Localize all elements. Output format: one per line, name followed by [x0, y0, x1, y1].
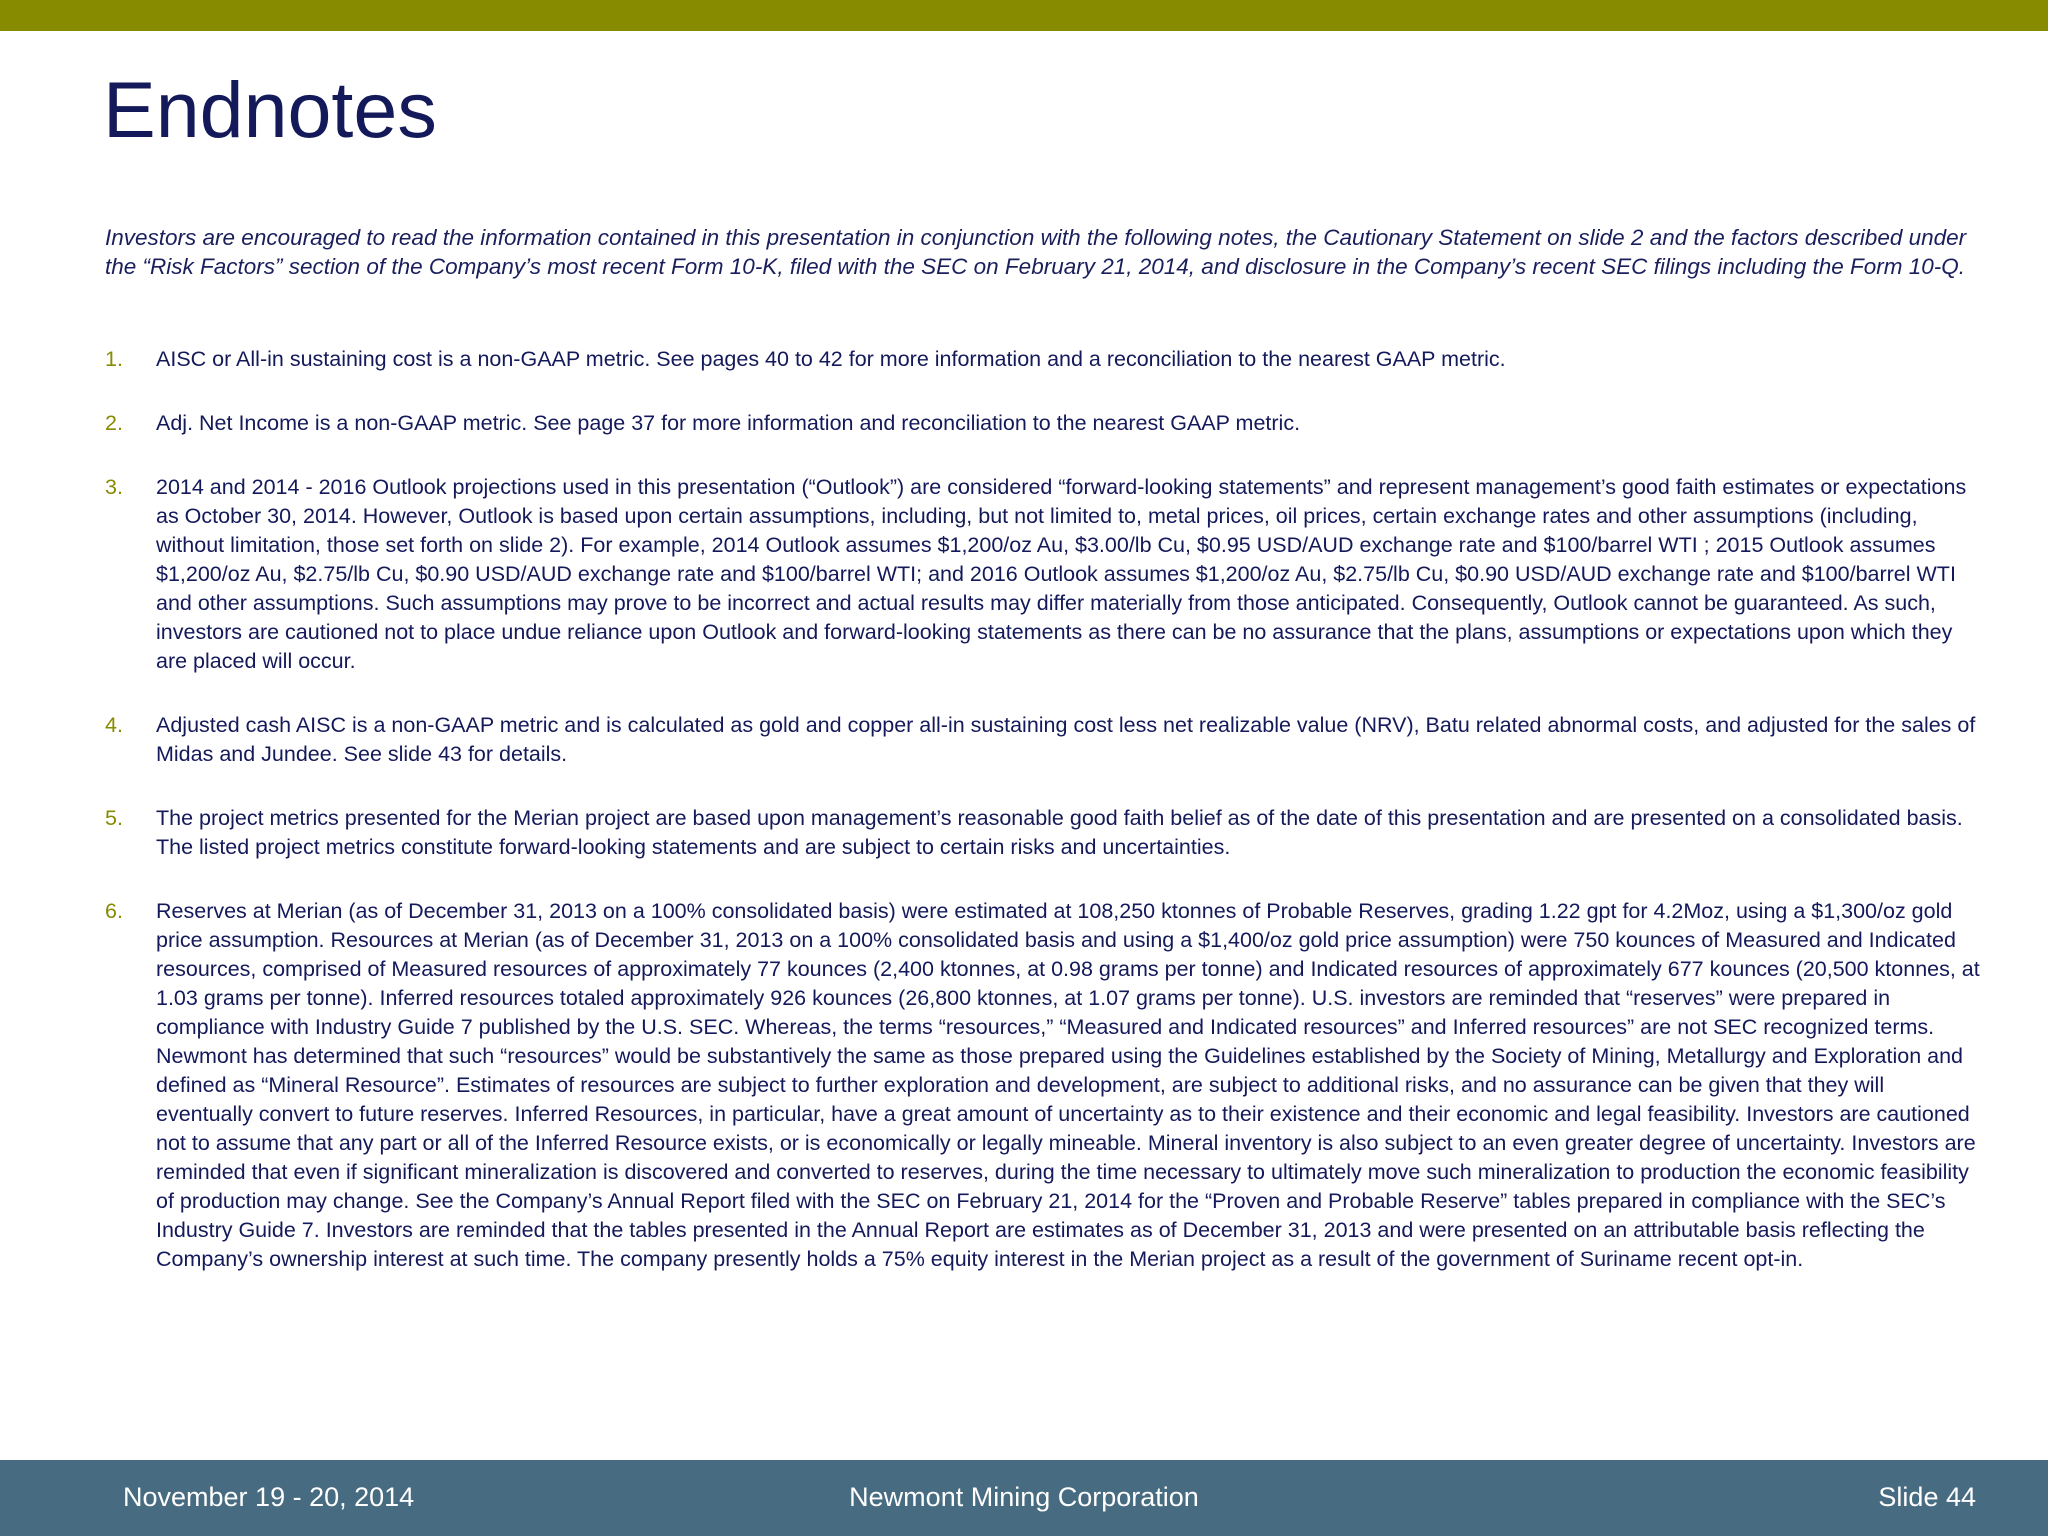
endnote-number: 1. — [105, 347, 123, 371]
endnote-2 — [105, 409, 1985, 438]
footer-date: November 19 - 20, 2014 — [123, 1482, 415, 1512]
intro-paragraph: Investors are encouraged to read the information contained in this presentation in conjunction with the following notes, the Cautionary Statement on slide 2 and the factors described under the “Risk Factors” section of the Company’s most recent Form 10-K, filed with the SEC on February 21, 2014, and disclosure in the Company’s recent SEC filings including the Form 10-Q. — [105, 225, 1967, 279]
footer-bar — [0, 1460, 2048, 1536]
endnote-6 — [105, 897, 1985, 1274]
endnote-3 — [105, 473, 1985, 676]
footer-company-name: Newmont Mining Corporation — [849, 1482, 1199, 1512]
endnote-text: 2014 and 2014 - 2016 Outlook projections used in this presentation (“Outlook”) are considered “forward-looking statements” and represent management’s good faith estimates or expectations as October 30, 2014. However, Outlook is based upon certain assumptions, including, but not limited to, metal prices, oil prices, certain exchange rates and other assumptions (including, without limitation, those set forth on slide 2). For example, 2014 Outlook assumes $1,200/oz Au, $3.00/lb Cu, $0.95 USD/AUD exchange rate and $100/barrel WTI ; 2015 Outlook assumes $1,200/oz Au, $2.75/lb Cu, $0.90 USD/AUD exchange rate and $100/barrel WTI; and 2016 Outlook assumes $1,200/oz Au, $2.75/lb Cu, $0.90 USD/AUD exchange rate and $100/barrel WTI and other assumptions. Such assumptions may prove to be incorrect and actual results may differ materially from those anticipated. Consequently, Outlook cannot be guaranteed. As such, investors are cautioned not to place undue reliance upon Outlook and forward-looking statements as there can be no assurance that the plans, assumptions or expectations upon which they are placed will occur. — [156, 475, 1967, 673]
endnote-number: 4. — [105, 713, 123, 737]
endnote-number: 6. — [105, 899, 123, 923]
endnote-text: Reserves at Merian (as of December 31, 2013 on a 100% consolidated basis) were estimated at 108,250 ktonnes of Probable Reserves, grading 1.22 gpt for 4.2Moz, using a $1,300/oz gold price assumption. Resources at Merian (as of December 31, 2013 on a 100% consolidated basis and using a $1,400/oz gold price assumption) were 750 kounces of Measured and Indicated resources, comprised of Measured resources of approximately 77 kounces (2,400 ktonnes, at 0.98 grams per tonne) and Indicated resources of approximately 677 kounces (20,500 ktonnes, at 1.03 grams per tonne). Inferred resources totaled approximately 926 kounces (26,800 ktonnes, at 1.07 grams per tonne). U.S. investors are reminded that “reserves” were prepared in compliance with Industry Guide 7 published by the U.S. SEC. Whereas, the terms “resources,” “Measured and Indicated resources” and Inferred resources” are not SEC recognized terms. Newmont has determined that such “resources” would be substantively the same as those prepared using the Guidelines established by the Society of Mining, Metallurgy and Exploration and defined as “Mineral Resource”. Estimates of resources are subject to further exploration and development, are subject to additional risks, and no assurance can be given that they will eventually convert to future reserves. Inferred Resources, in particular, have a great amount of uncertainty as to their existence and their economic and legal feasibility. Investors are cautioned not to assume that any part or all of the Inferred Resource exists, or is economically or legally mineable. Mineral inventory is also subject to an even greater degree of uncertainty. Investors are reminded that even if significant mineralization is discovered and converted to reserves, during the time necessary to ultimately move such mineralization to production the economic feasibility of production may change. See the Company’s Annual Report filed with the SEC on February 21, 2014 for the “Proven and Probable Reserve” tables prepared in compliance with the SEC’s Industry Guide 7. Investors are reminded that the tables presented in the Annual Report are estimates as of December 31, 2013 and were presented on an attributable basis reflecting the Company’s ownership interest at such time. The company presently holds a 75% equity interest in the Merian project as a result of the government of Suriname recent opt-in. — [156, 899, 1980, 1271]
endnote-text: Adjusted cash AISC is a non-GAAP metric and is calculated as gold and copper all-in sustaining cost less net realizable value (NRV), Batu related abnormal costs, and adjusted for the sales of Midas and Jundee. See slide 43 for details. — [156, 713, 1976, 766]
endnote-text: AISC or All-in sustaining cost is a non-GAAP metric. See pages 40 to 42 for more information and a reconciliation to the nearest GAAP metric. — [156, 347, 1506, 371]
top-accent-bar — [0, 0, 2048, 31]
endnote-5 — [105, 804, 1985, 862]
endnotes-list — [105, 345, 1985, 1309]
endnote-1 — [105, 345, 1985, 374]
endnote-text: Adj. Net Income is a non-GAAP metric. See page 37 for more information and reconciliation to the nearest GAAP metric. — [156, 411, 1301, 435]
slide-title: Endnotes — [103, 65, 437, 154]
endnote-number: 3. — [105, 475, 123, 499]
endnote-text: The project metrics presented for the Merian project are based upon management’s reasonable good faith belief as of the date of this presentation and are presented on a consolidated basis. The listed project metrics constitute forward-looking statements and are subject to certain risks and uncertainties. — [156, 806, 1963, 859]
footer-slide-number: Slide 44 — [1878, 1482, 1976, 1512]
endnote-4 — [105, 711, 1985, 769]
endnote-number: 2. — [105, 411, 123, 435]
endnote-number: 5. — [105, 806, 123, 830]
